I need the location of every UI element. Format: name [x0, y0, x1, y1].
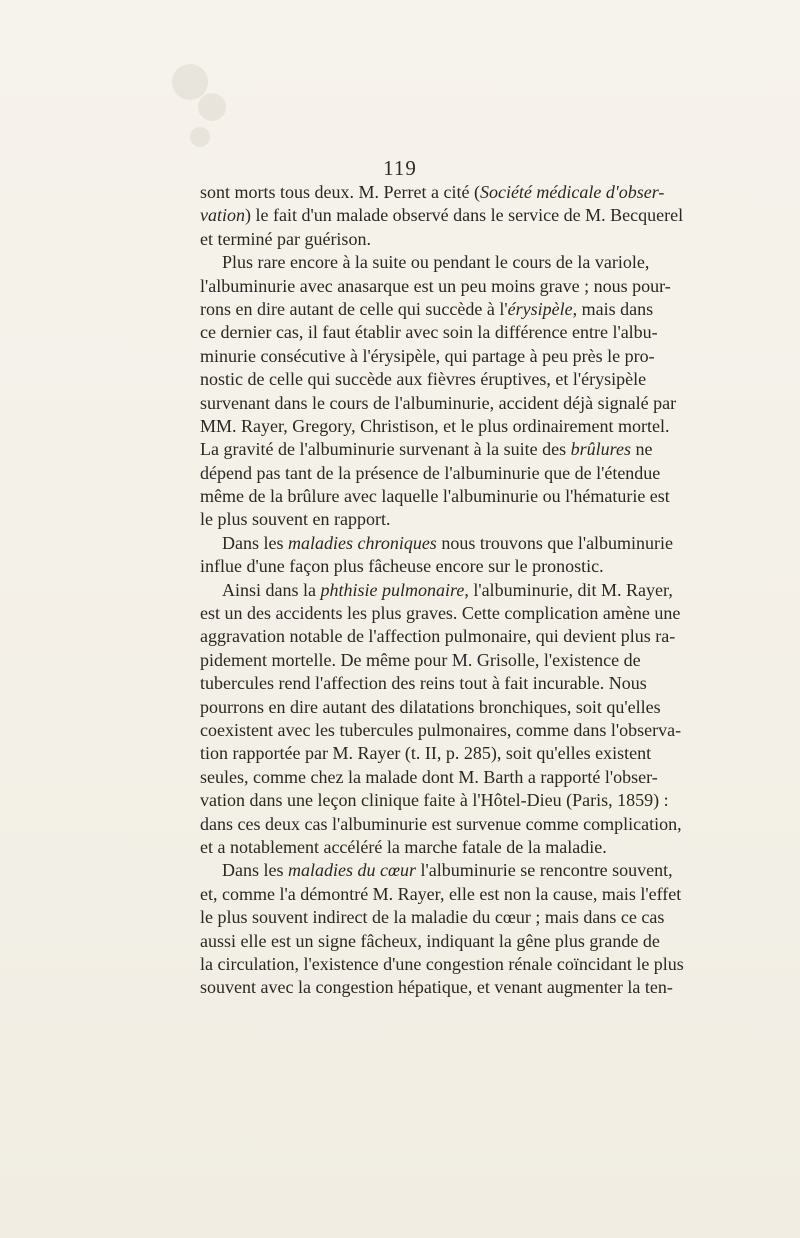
text-run: ne — [630, 439, 653, 460]
text-line — [200, 649, 641, 672]
text-line — [200, 953, 684, 976]
paragraph — [200, 859, 684, 999]
text-run: La gravité de l'albuminurie survenant à la suite des — [200, 439, 571, 460]
text-line — [200, 883, 682, 906]
text-line — [200, 602, 681, 625]
italic-run: phthisie pulmonaire — [320, 579, 465, 600]
text-run: le plus souvent indirect de la maladie du cœur ; mais dans ce cas — [200, 907, 665, 928]
text-line — [200, 836, 607, 859]
text-run: le plus souvent en rapport. — [200, 509, 391, 530]
text-run: tubercules rend l'affection des reins tout à fait incurable. Nous — [200, 673, 647, 694]
text-run: et, comme l'a démontré M. Rayer, elle est non la cause, mais l'effet — [200, 883, 682, 904]
text-line — [200, 438, 653, 461]
text-line — [200, 532, 674, 555]
text-run: minurie consécutive à l'érysipèle, qui partage à peu près le pro- — [200, 345, 655, 366]
text-run: survenant dans le cours de l'albuminurie, accident déjà signalé par — [200, 392, 677, 413]
text-line — [200, 906, 665, 929]
text-line — [200, 719, 682, 742]
text-line — [200, 696, 661, 719]
italic-run: maladies chroniques — [288, 532, 437, 553]
text-line — [200, 345, 655, 368]
text-line — [200, 766, 658, 789]
text-line — [200, 813, 682, 836]
text-run: influe d'une façon plus fâcheuse encore sur le pronostic. — [200, 556, 604, 577]
text-run: l'albuminurie se rencontre souvent, — [416, 860, 673, 881]
text-run: aggravation notable de l'affection pulmonaire, qui devient plus ra- — [200, 626, 676, 647]
text-line — [200, 181, 665, 204]
text-run: Plus rare encore à la suite ou pendant le cours de la variole, — [222, 252, 650, 273]
text-run: Ainsi dans la — [222, 579, 321, 600]
text-run: rons en dire autant de celle qui succède à l' — [200, 298, 508, 319]
text-run: seules, comme chez la malade dont M. Barth a rapporté l'obser- — [200, 766, 658, 787]
italic-run: Société médicale d'obser- — [479, 182, 665, 202]
text-line — [200, 930, 660, 953]
text-run: est un des accidents les plus graves. Cette complication amène une — [200, 603, 681, 624]
text-run: tion rapportée par M. Rayer (t. II, p. 285), soit qu'elles existent — [200, 743, 652, 764]
text-run: sont morts tous deux. M. Perret a cité ( — [200, 182, 480, 202]
text-run: vation dans une leçon clinique faite à l'Hôtel-Dieu (Paris, 1859) : — [200, 790, 669, 811]
text-line — [200, 462, 661, 485]
text-run: nous trouvons que l'albuminurie — [436, 532, 674, 553]
text-line — [200, 298, 654, 321]
text-line — [200, 555, 604, 578]
text-run: , l'albuminurie, dit M. Rayer, — [464, 579, 673, 600]
text-run: Dans les — [222, 860, 288, 881]
text-run: la circulation, l'existence d'une congestion rénale coïncidant le plus — [200, 953, 684, 974]
text-line — [200, 392, 677, 415]
text-line — [200, 579, 673, 602]
paragraph — [200, 181, 684, 251]
text-line — [200, 204, 684, 227]
text-line — [200, 415, 670, 438]
text-line — [200, 275, 671, 298]
italic-run: brûlures — [570, 439, 631, 460]
text-run: dans ces deux cas l'albuminurie est survenue comme complication, — [200, 813, 682, 834]
paragraph — [200, 251, 677, 532]
paragraph — [200, 579, 682, 860]
italic-run: maladies du cœur — [288, 860, 416, 881]
text-run: coexistent avec les tubercules pulmonaires, comme dans l'observa- — [200, 719, 682, 740]
text-line — [200, 508, 600, 531]
italic-run: érysipèle — [507, 298, 573, 319]
text-run: même de la brûlure avec laquelle l'albuminurie ou l'hématurie est — [200, 486, 670, 507]
text-run: pidement mortelle. De même pour M. Grisolle, l'existence de — [200, 649, 641, 670]
text-run: MM. Rayer, Gregory, Christison, et le plus ordinairement mortel. — [200, 415, 670, 436]
text-run: nostic de celle qui succède aux fièvres éruptives, et l'érysipèle — [200, 369, 647, 390]
text-line — [200, 859, 673, 882]
text-run: ) le fait d'un malade observé dans le service de M. Becquerel — [245, 205, 684, 226]
italic-run: vation — [200, 205, 245, 226]
text-run: pourrons en dire autant des dilatations bronchiques, soit qu'elles — [200, 696, 661, 717]
text-run: Dans les — [222, 532, 288, 553]
show-through-stain — [150, 52, 260, 162]
text-line — [200, 368, 647, 391]
text-run: dépend pas tant de la présence de l'albuminurie que de l'étendue — [200, 462, 661, 483]
text-line — [200, 625, 676, 648]
text-line — [200, 228, 600, 251]
text-line — [200, 789, 669, 812]
text-run: et terminé par guérison. — [200, 228, 371, 249]
text-line — [200, 742, 652, 765]
text-run: souvent avec la congestion hépatique, et venant augmenter la ten- — [200, 977, 673, 998]
text-run: aussi elle est un signe fâcheux, indiquant la gêne plus grande de — [200, 930, 660, 951]
text-line — [200, 321, 658, 344]
text-run: , mais dans — [572, 298, 654, 319]
text-line — [200, 485, 670, 508]
text-run: l'albuminurie avec anasarque est un peu moins grave ; nous pour- — [200, 275, 671, 296]
paragraph — [200, 532, 674, 579]
body-text — [200, 181, 684, 1000]
text-line — [200, 251, 650, 274]
text-run: ce dernier cas, il faut établir avec soin la différence entre l'albu- — [200, 322, 658, 343]
page-number: 119 — [383, 156, 417, 180]
text-line — [200, 976, 673, 999]
text-run: et a notablement accéléré la marche fatale de la maladie. — [200, 836, 607, 857]
text-line — [200, 672, 647, 695]
